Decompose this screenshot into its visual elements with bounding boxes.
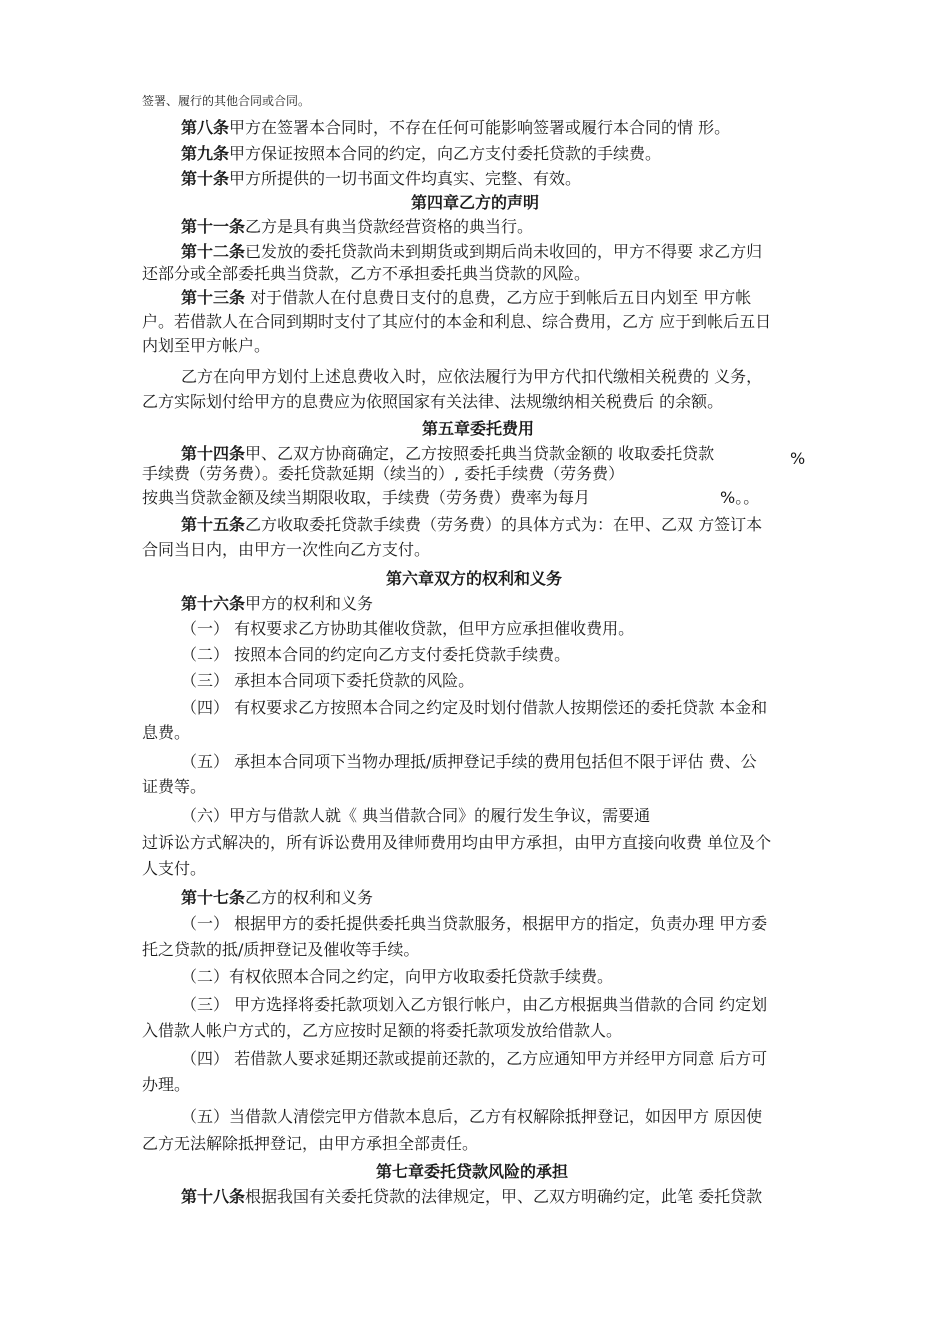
article-text: 甲方在签署本合同时，不存在任何可能影响签署或履行本合同的情 形。	[229, 118, 731, 137]
article-text: 甲、乙双方协商确定，乙方按照委托典当贷款金额的 收取委托贷款	[245, 444, 715, 463]
text-line: 按典当贷款金额及续当期限收取，手续费（劳务费）费率为每月	[142, 488, 591, 507]
percent-sign: %	[790, 449, 806, 468]
text-line: 入借款人帐户方式的，乙方应按时足额的将委托款项发放给借款人。	[142, 1021, 623, 1040]
text-line: 还部分或全部委托典当贷款，乙方不承担委托典当贷款的风险。	[142, 264, 591, 283]
text-line: 息费。	[142, 723, 191, 742]
text-line: 托之贷款的抵/质押登记及催收等手续。	[142, 940, 420, 959]
article-text: 乙方收取委托贷款手续费（劳务费）的具体方式为：在甲、乙双 方签订本	[245, 515, 763, 534]
article-text: 对于借款人在付息费日支付的息费，乙方应于到帐后五日内划至 甲方帐	[245, 288, 752, 307]
article-text: 乙方是具有典当贷款经营资格的典当行。	[245, 217, 534, 236]
article-label: 第十一条	[181, 217, 246, 236]
text-line: 合同当日内，由甲方一次性向乙方支付。	[142, 540, 431, 559]
list-item: （五） 承担本合同项下当物办理抵/质押登记手续的费用包括但不限于评估 费、公	[181, 752, 757, 771]
list-item: （一） 有权要求乙方协助其催收贷款，但甲方应承担催收费用。	[181, 619, 635, 638]
article-text: 甲方所提供的一切书面文件均真实、完整、有效。	[229, 169, 582, 188]
text-line: 乙方实际划付给甲方的息费应为依照国家有关法律、法规缴纳相关税费后 的余额。	[142, 392, 724, 411]
list-item: （三） 承担本合同项下委托贷款的风险。	[181, 671, 475, 690]
list-item: （四） 有权要求乙方按照本合同之约定及时划付借款人按期偿还的委托贷款 本金和	[181, 698, 768, 717]
text-line: 签署、履行的其他合同或合同。	[142, 94, 311, 108]
article-12	[181, 241, 762, 263]
text-line: 手续费（劳务费）。委托贷款延期（续当的）, 委托手续费（劳务费）	[142, 464, 625, 483]
article-13	[181, 287, 751, 309]
chapter-heading: 第七章委托贷款风险的承担	[376, 1162, 569, 1181]
article-label: 第九条	[181, 144, 230, 163]
list-item: （四） 若借款人要求延期还款或提前还款的，乙方应通知甲方并经甲方同意 后方可	[181, 1049, 768, 1068]
article-label: 第十八条	[181, 1187, 246, 1206]
article-11	[181, 216, 533, 238]
chapter-heading: 第四章乙方的声明	[411, 193, 540, 212]
text-line: 内划至甲方帐户。	[142, 336, 271, 355]
article-label: 第八条	[181, 118, 230, 137]
article-text: 已发放的委托贷款尚未到期货或到期后尚未收回的，甲方不得要 求乙方归	[245, 242, 763, 261]
article-17	[181, 887, 373, 909]
text-line: 户。若借款人在合同到期时支付了其应付的本金和利息、综合费用，乙方 应于到帐后五日	[142, 312, 772, 331]
list-item: （五）当借款人清偿完甲方借款本息后，乙方有权解除抵押登记，如因甲方 原因使	[181, 1107, 763, 1126]
text-line: 人支付。	[142, 859, 207, 878]
article-label: 第十五条	[181, 515, 246, 534]
article-16	[181, 593, 373, 615]
text-line: 乙方无法解除抵押登记，由甲方承担全部责任。	[142, 1134, 479, 1153]
percent-sign: %。。	[720, 488, 760, 507]
article-text: 乙方的权利和义务	[245, 888, 374, 907]
list-item: （二） 按照本合同的约定向乙方支付委托贷款手续费。	[181, 645, 571, 664]
article-9	[181, 143, 661, 165]
article-14	[181, 443, 714, 465]
article-text: 甲方保证按照本合同的约定，向乙方支付委托贷款的手续费。	[229, 144, 662, 163]
article-label: 第十二条	[181, 242, 246, 261]
article-label: 第十七条	[181, 888, 246, 907]
list-item: （三） 甲方选择将委托款项划入乙方银行帐户，由乙方根据典当借款的合同 约定划	[181, 995, 768, 1014]
text-line: 过诉讼方式解决的，所有诉讼费用及律师费用均由甲方承担，由甲方直接向收费 单位及个	[142, 833, 772, 852]
article-8	[181, 117, 730, 139]
article-10	[181, 168, 581, 190]
chapter-heading: 第六章双方的权利和义务	[386, 569, 563, 588]
list-item: （二）有权依照本合同之约定，向甲方收取委托贷款手续费。	[181, 967, 614, 986]
list-item: （六）甲方与借款人就《 典当借款合同》的履行发生争议，需要通	[181, 806, 651, 825]
article-label: 第十六条	[181, 594, 246, 613]
list-item: （一） 根据甲方的委托提供委托典当贷款服务，根据甲方的指定，负责办理 甲方委	[181, 914, 768, 933]
text-line: 办理。	[142, 1075, 191, 1094]
article-15	[181, 514, 762, 536]
text-line: 乙方在向甲方划付上述息费收入时，应依法履行为甲方代扣代缴相关税费的 义务，	[181, 367, 763, 386]
article-18	[181, 1186, 762, 1208]
article-label: 第十条	[181, 169, 230, 188]
article-text: 根据我国有关委托贷款的法律规定，甲、乙双方明确约定，此笔 委托贷款	[245, 1187, 763, 1206]
chapter-heading: 第五章委托费用	[422, 419, 535, 438]
article-label: 第十三条	[181, 288, 246, 307]
text-line: 证费等。	[142, 777, 207, 796]
article-text: 甲方的权利和义务	[245, 594, 374, 613]
article-label: 第十四条	[181, 444, 246, 463]
